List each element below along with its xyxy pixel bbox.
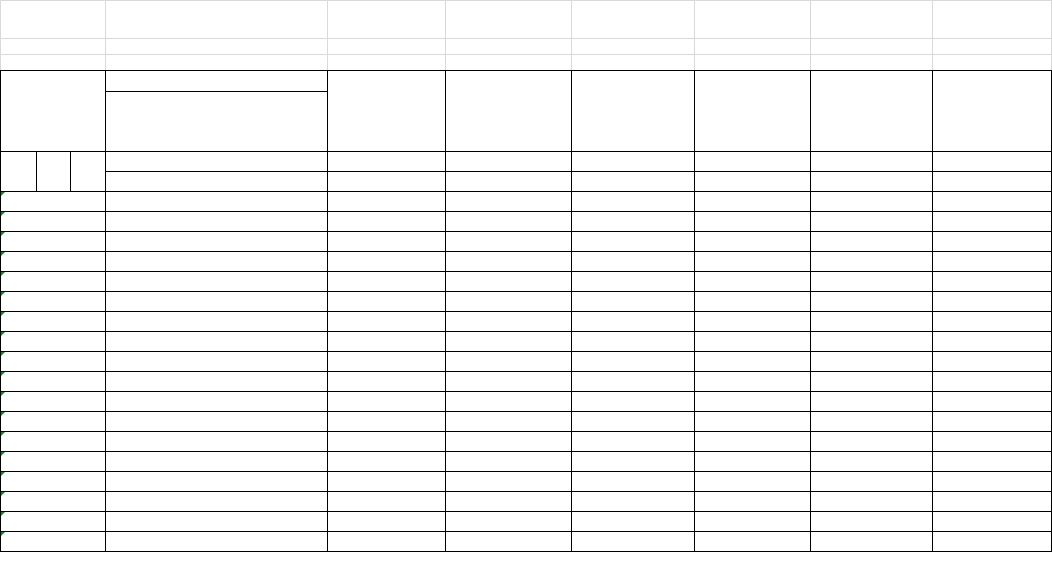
row-value-3 (571, 231, 694, 251)
row-value-5 (810, 411, 932, 431)
row-subject-name (105, 451, 327, 471)
row-value-1 (327, 271, 445, 291)
row-subject-name (105, 371, 327, 391)
row-value-3 (571, 351, 694, 371)
row-value-1 (327, 371, 445, 391)
row-value-3 (571, 371, 694, 391)
row-value-6 (932, 391, 1051, 411)
row-value-6 (932, 311, 1051, 331)
row-value-5 (810, 371, 932, 391)
row-value-4 (694, 231, 810, 251)
row-value-1 (327, 331, 445, 351)
row-value-3 (571, 471, 694, 491)
row-value-3 (571, 531, 694, 551)
row-value-6 (932, 211, 1051, 231)
header-lanci (105, 151, 327, 171)
row-value-2 (445, 291, 571, 311)
row-value-1 (327, 291, 445, 311)
row-subject-name (105, 471, 327, 491)
row-value-5 (810, 471, 932, 491)
row-value-1 (327, 491, 445, 511)
table-title (0, 2, 1051, 38)
row-code (0, 191, 105, 211)
grid-line-horizontal (105, 91, 327, 92)
row-value-3 (571, 431, 694, 451)
grid-line-horizontal (0, 0, 1051, 1)
row-value-5 (810, 231, 932, 251)
row-subject-name (105, 391, 327, 411)
row-value-2 (445, 491, 571, 511)
header-col-4 (694, 70, 810, 151)
grid-line-horizontal (0, 291, 1052, 292)
row-value-4 (694, 311, 810, 331)
row-value-5 (810, 251, 932, 271)
row-value-1 (327, 411, 445, 431)
column-number-5 (810, 151, 932, 171)
row-value-4 (694, 291, 810, 311)
row-value-5 (810, 191, 932, 211)
row-value-3 (571, 451, 694, 471)
row-code (0, 351, 105, 371)
row-value-1 (327, 311, 445, 331)
grid-line-vertical (571, 70, 572, 551)
grid-line-horizontal (0, 38, 1051, 39)
row-code (0, 391, 105, 411)
row-value-2 (445, 391, 571, 411)
grid-line-horizontal (105, 171, 1052, 172)
row-value-1 (327, 211, 445, 231)
table-note (3, 553, 603, 571)
row-subject-name (105, 251, 327, 271)
row-value-1 (327, 471, 445, 491)
header-lei (0, 151, 36, 191)
row-value-2 (445, 511, 571, 531)
grid-line-horizontal (0, 211, 1052, 212)
row-value-6 (932, 371, 1051, 391)
grid-line-horizontal (0, 511, 1052, 512)
cell-marker-icon (1, 352, 5, 356)
column-number-2 (445, 151, 571, 171)
row-value-4 (694, 211, 810, 231)
cell-marker-icon (1, 252, 5, 256)
row-value-2 (445, 311, 571, 331)
grid-line-horizontal (0, 491, 1052, 492)
cell-marker-icon (1, 412, 5, 416)
row-value-1 (327, 511, 445, 531)
row-value-4 (694, 511, 810, 531)
row-value-4 (694, 491, 810, 511)
total-value-6 (932, 171, 1051, 191)
currency-unit (932, 54, 1051, 70)
row-value-2 (445, 411, 571, 431)
grid-line-vertical (932, 70, 933, 551)
grid-line-horizontal (0, 70, 1052, 71)
row-value-3 (571, 191, 694, 211)
row-subject-name (105, 331, 327, 351)
header-item (105, 70, 327, 91)
row-value-6 (932, 451, 1051, 471)
grid-line-horizontal (0, 271, 1052, 272)
row-value-5 (810, 511, 932, 531)
row-subject-name (105, 351, 327, 371)
row-value-1 (327, 351, 445, 371)
grid-line-horizontal (0, 411, 1052, 412)
unit-label (3, 54, 323, 70)
cell-marker-icon (1, 392, 5, 396)
row-value-6 (932, 431, 1051, 451)
row-value-4 (694, 351, 810, 371)
row-value-3 (571, 511, 694, 531)
row-code (0, 231, 105, 251)
row-value-3 (571, 271, 694, 291)
grid-line-horizontal (0, 451, 1052, 452)
grid-line-horizontal (0, 371, 1052, 372)
header-func-class-code (0, 91, 105, 151)
total-value-3 (571, 171, 694, 191)
row-value-5 (810, 391, 932, 411)
row-value-1 (327, 451, 445, 471)
grid-line-horizontal (0, 531, 1052, 532)
header-col-1 (327, 70, 445, 151)
row-value-4 (694, 331, 810, 351)
row-subject-name (105, 311, 327, 331)
row-value-3 (571, 491, 694, 511)
grid-line-horizontal (0, 351, 1052, 352)
grid-line-horizontal (0, 151, 105, 152)
row-value-4 (694, 531, 810, 551)
column-number-1 (327, 151, 445, 171)
row-code (0, 491, 105, 511)
row-value-4 (694, 391, 810, 411)
row-value-2 (445, 471, 571, 491)
row-subject-name (105, 271, 327, 291)
row-value-4 (694, 251, 810, 271)
row-value-6 (932, 231, 1051, 251)
cell-marker-icon (1, 232, 5, 236)
header-kuan (36, 151, 70, 191)
grid-line-vertical (36, 151, 37, 191)
row-value-1 (327, 431, 445, 451)
cell-marker-icon (1, 312, 5, 316)
grid-line-vertical (694, 70, 695, 551)
total-value-5 (810, 171, 932, 191)
row-value-2 (445, 531, 571, 551)
row-value-5 (810, 451, 932, 471)
cell-marker-icon (1, 332, 5, 336)
form-code (960, 38, 1051, 54)
header-subject-name (105, 91, 327, 151)
row-code (0, 511, 105, 531)
row-value-2 (445, 251, 571, 271)
row-value-4 (694, 191, 810, 211)
header-col-3 (571, 70, 694, 151)
header-col-6 (932, 70, 1051, 151)
row-subject-name (105, 191, 327, 211)
header-xiang (70, 151, 105, 191)
row-code (0, 451, 105, 471)
row-value-6 (932, 531, 1051, 551)
row-subject-name (105, 211, 327, 231)
row-code (0, 431, 105, 451)
header-total-label (105, 171, 327, 191)
row-code (0, 371, 105, 391)
row-value-1 (327, 251, 445, 271)
total-value-1 (327, 171, 445, 191)
row-value-1 (327, 391, 445, 411)
row-value-3 (571, 291, 694, 311)
row-value-1 (327, 531, 445, 551)
grid-line-vertical (445, 70, 446, 551)
grid-line-horizontal (0, 471, 1052, 472)
row-value-6 (932, 191, 1051, 211)
header-col-2 (445, 70, 571, 151)
cell-marker-icon (1, 292, 5, 296)
cell-marker-icon (1, 372, 5, 376)
row-value-4 (694, 411, 810, 431)
row-subject-name (105, 231, 327, 251)
row-code (0, 291, 105, 311)
row-value-6 (932, 251, 1051, 271)
row-code (0, 251, 105, 271)
row-value-6 (932, 471, 1051, 491)
row-value-6 (932, 351, 1051, 371)
row-value-2 (445, 371, 571, 391)
cell-marker-icon (1, 272, 5, 276)
row-value-6 (932, 491, 1051, 511)
grid-line-horizontal (0, 391, 1052, 392)
cell-marker-icon (1, 492, 5, 496)
row-subject-name (105, 411, 327, 431)
row-value-6 (932, 271, 1051, 291)
grid-line-vertical (810, 70, 811, 551)
row-value-4 (694, 431, 810, 451)
row-value-2 (445, 331, 571, 351)
row-value-5 (810, 531, 932, 551)
row-value-5 (810, 311, 932, 331)
row-value-2 (445, 451, 571, 471)
row-subject-name (105, 291, 327, 311)
row-value-2 (445, 351, 571, 371)
row-code (0, 471, 105, 491)
cell-marker-icon (1, 472, 5, 476)
cell-marker-icon (1, 432, 5, 436)
row-value-5 (810, 431, 932, 451)
row-subject-name (105, 431, 327, 451)
row-value-6 (932, 411, 1051, 431)
row-value-1 (327, 191, 445, 211)
row-code (0, 531, 105, 551)
row-subject-name (105, 531, 327, 551)
row-subject-name (105, 491, 327, 511)
row-value-5 (810, 271, 932, 291)
fiscal-year (445, 54, 571, 70)
header-col-5 (810, 70, 932, 151)
cell-marker-icon (1, 512, 5, 516)
row-value-6 (932, 331, 1051, 351)
row-value-3 (571, 311, 694, 331)
column-number-4 (694, 151, 810, 171)
row-code (0, 411, 105, 431)
row-value-2 (445, 231, 571, 251)
grid-line-horizontal (0, 251, 1052, 252)
row-code (0, 271, 105, 291)
cell-marker-icon (1, 192, 5, 196)
grid-line-vertical (327, 70, 328, 551)
row-code (0, 331, 105, 351)
row-value-5 (810, 211, 932, 231)
total-value-4 (694, 171, 810, 191)
row-value-2 (445, 211, 571, 231)
grid-line-horizontal (0, 311, 1052, 312)
row-value-5 (810, 351, 932, 371)
row-value-3 (571, 411, 694, 431)
row-value-4 (694, 451, 810, 471)
grid-line-horizontal (0, 191, 1052, 192)
column-number-3 (571, 151, 694, 171)
row-value-1 (327, 231, 445, 251)
row-value-3 (571, 251, 694, 271)
grid-line-horizontal (105, 151, 1052, 152)
grid-line-vertical (70, 151, 71, 191)
grid-line-horizontal (0, 551, 1052, 552)
cell-marker-icon (1, 532, 5, 536)
row-code (0, 311, 105, 331)
grid-line-horizontal (0, 231, 1052, 232)
row-value-4 (694, 471, 810, 491)
row-value-4 (694, 271, 810, 291)
row-value-4 (694, 371, 810, 391)
row-value-6 (932, 291, 1051, 311)
column-number-6 (932, 151, 1051, 171)
row-value-3 (571, 211, 694, 231)
row-value-3 (571, 331, 694, 351)
cell-marker-icon (1, 212, 5, 216)
row-value-3 (571, 391, 694, 411)
row-value-5 (810, 291, 932, 311)
grid-line-horizontal (0, 331, 1052, 332)
row-value-6 (932, 511, 1051, 531)
grid-line-vertical (105, 70, 106, 551)
grid-line-vertical (0, 70, 1, 551)
row-value-5 (810, 331, 932, 351)
row-value-2 (445, 191, 571, 211)
row-value-2 (445, 271, 571, 291)
row-value-5 (810, 491, 932, 511)
cell-marker-icon (1, 452, 5, 456)
grid-line-horizontal (0, 431, 1052, 432)
total-value-2 (445, 171, 571, 191)
row-code (0, 211, 105, 231)
row-value-2 (445, 431, 571, 451)
row-subject-name (105, 511, 327, 531)
